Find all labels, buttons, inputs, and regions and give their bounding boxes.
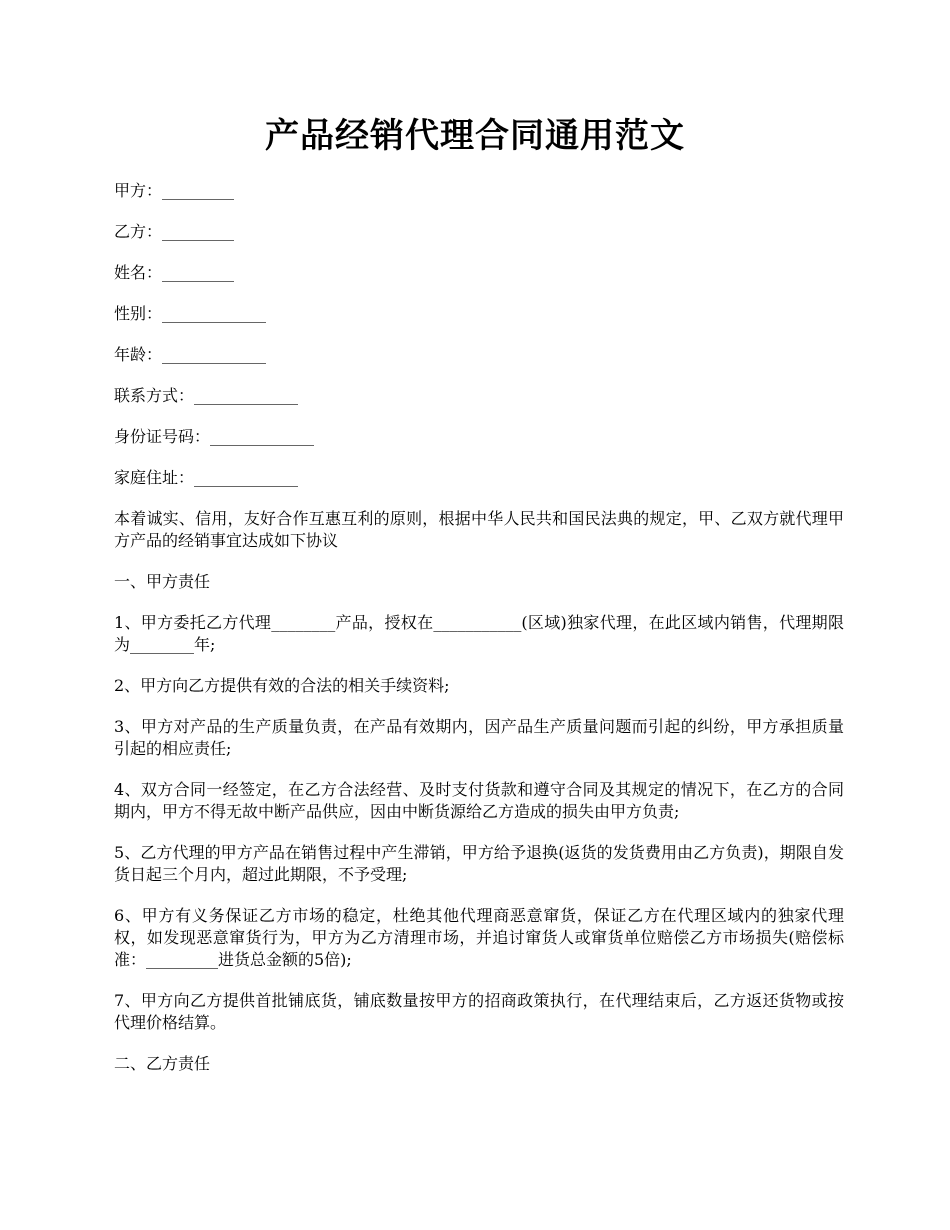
field-home-address: 家庭住址：_____________ (114, 468, 299, 487)
field-contact: 联系方式：_____________ (114, 386, 299, 405)
document-body (114, 180, 844, 1094)
field-party-a: 甲方：_________ (114, 181, 235, 200)
section-heading-party-b: 二、乙方责任 (114, 1054, 211, 1073)
clause-7: 7、甲方向乙方提供首批铺底货，铺底数量按甲方的招商政策执行，在代理结束后，乙方返还货物或按代理价格结算。 (114, 991, 844, 1032)
clause-6: 6、甲方有义务保证乙方市场的稳定，杜绝其他代理商恶意窜货，保证乙方在代理区域内的独家代理权，如发现恶意窜货行为，甲方为乙方清理市场，并追讨窜货人或窜货单位赔偿乙方市场损失(赔偿标准：_________进货总金额的5倍); (114, 906, 844, 969)
paragraph-preamble: 本着诚实、信用，友好合作互惠互利的原则，根据中华人民共和国民法典的规定，甲、乙双方就代理甲方产品的经销事宜达成如下协议 (114, 509, 844, 550)
clause-3: 3、甲方对产品的生产质量负责，在产品有效期内，因产品生产质量问题而引起的纠纷，甲方承担质量引起的相应责任; (114, 717, 844, 758)
clause-2: 2、甲方向乙方提供有效的合法的相关手续资料; (114, 676, 450, 695)
field-name: 姓名：_________ (114, 263, 235, 282)
clause-5: 5、乙方代理的甲方产品在销售过程中产生滞销，甲方给予退换(返货的发货费用由乙方负责)，期限自发货日起三个月内，超过此期限，不予受理; (114, 843, 844, 884)
clause-1: 1、甲方委托乙方代理________产品，授权在___________(区域)独家代理，在此区域内销售，代理期限为________年; (114, 613, 844, 654)
clause-4: 4、双方合同一经签定，在乙方合法经营、及时支付货款和遵守合同及其规定的情况下，在乙方的合同期内，甲方不得无故中断产品供应，因由中断货源给乙方造成的损失由甲方负责; (114, 780, 844, 821)
field-id-number: 身份证号码：_____________ (114, 427, 315, 446)
field-gender: 性别：_____________ (114, 304, 267, 323)
field-party-b: 乙方：_________ (114, 222, 235, 241)
section-heading-party-a: 一、甲方责任 (114, 572, 211, 591)
field-age: 年龄：_____________ (114, 345, 267, 364)
document-title: 产品经销代理合同通用范文 (265, 116, 685, 156)
